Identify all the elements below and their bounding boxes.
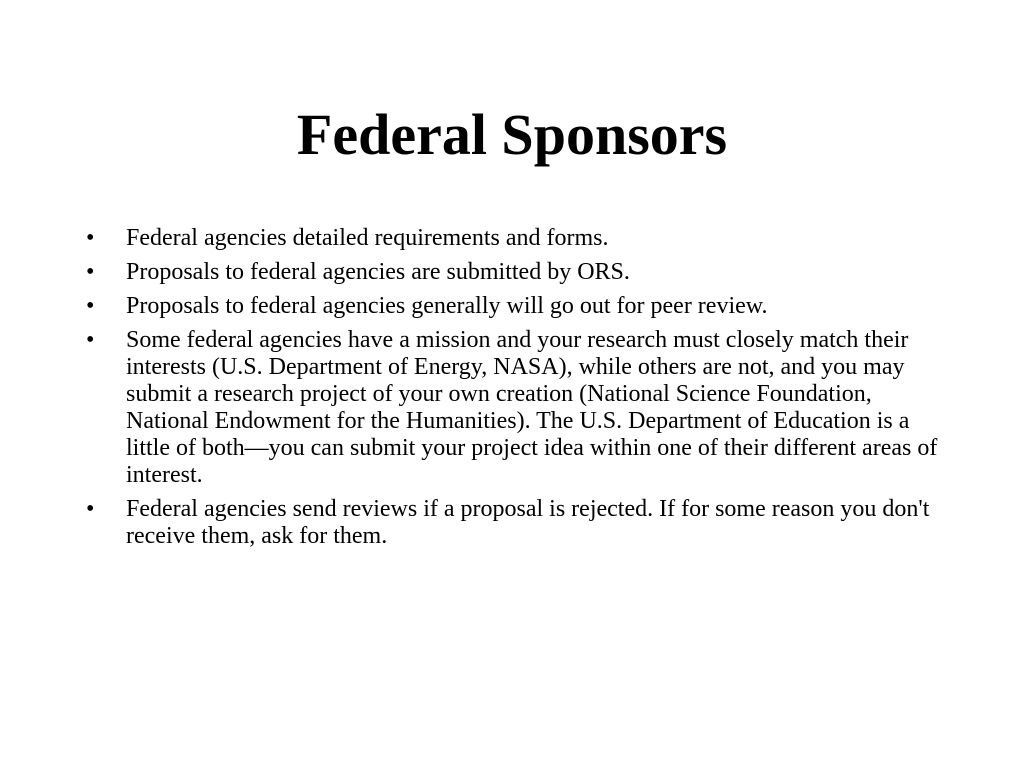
slide-title: Federal Sponsors — [296, 102, 728, 167]
list-item — [86, 225, 946, 252]
bullet-list — [86, 225, 946, 557]
list-item — [86, 259, 946, 286]
bullet-icon: • — [86, 225, 95, 251]
bullet-text: Some federal agencies have a mission and your research must closely match their interests (U.S. Department of Energy, NASA), while others are not, and you may submit a research project of your own creation (National Science Foundation, National Endowment for the Humanities). The U.S. Department of Education is a little of both—you can submit your project idea within one of their different areas of interest. — [126, 327, 938, 488]
list-item — [86, 293, 946, 320]
bullet-icon: • — [86, 327, 95, 353]
bullet-text: Proposals to federal agencies generally will go out for peer review. — [126, 293, 768, 319]
bullet-text: Federal agencies send reviews if a proposal is rejected. If for some reason you don't receive them, ask for them. — [126, 496, 930, 549]
bullet-icon: • — [86, 259, 95, 285]
bullet-icon: • — [86, 293, 95, 319]
list-item — [86, 327, 946, 489]
bullet-text: Proposals to federal agencies are submitted by ORS. — [126, 259, 630, 285]
bullet-icon: • — [86, 496, 95, 522]
bullet-text: Federal agencies detailed requirements and forms. — [126, 225, 609, 251]
list-item — [86, 496, 946, 550]
